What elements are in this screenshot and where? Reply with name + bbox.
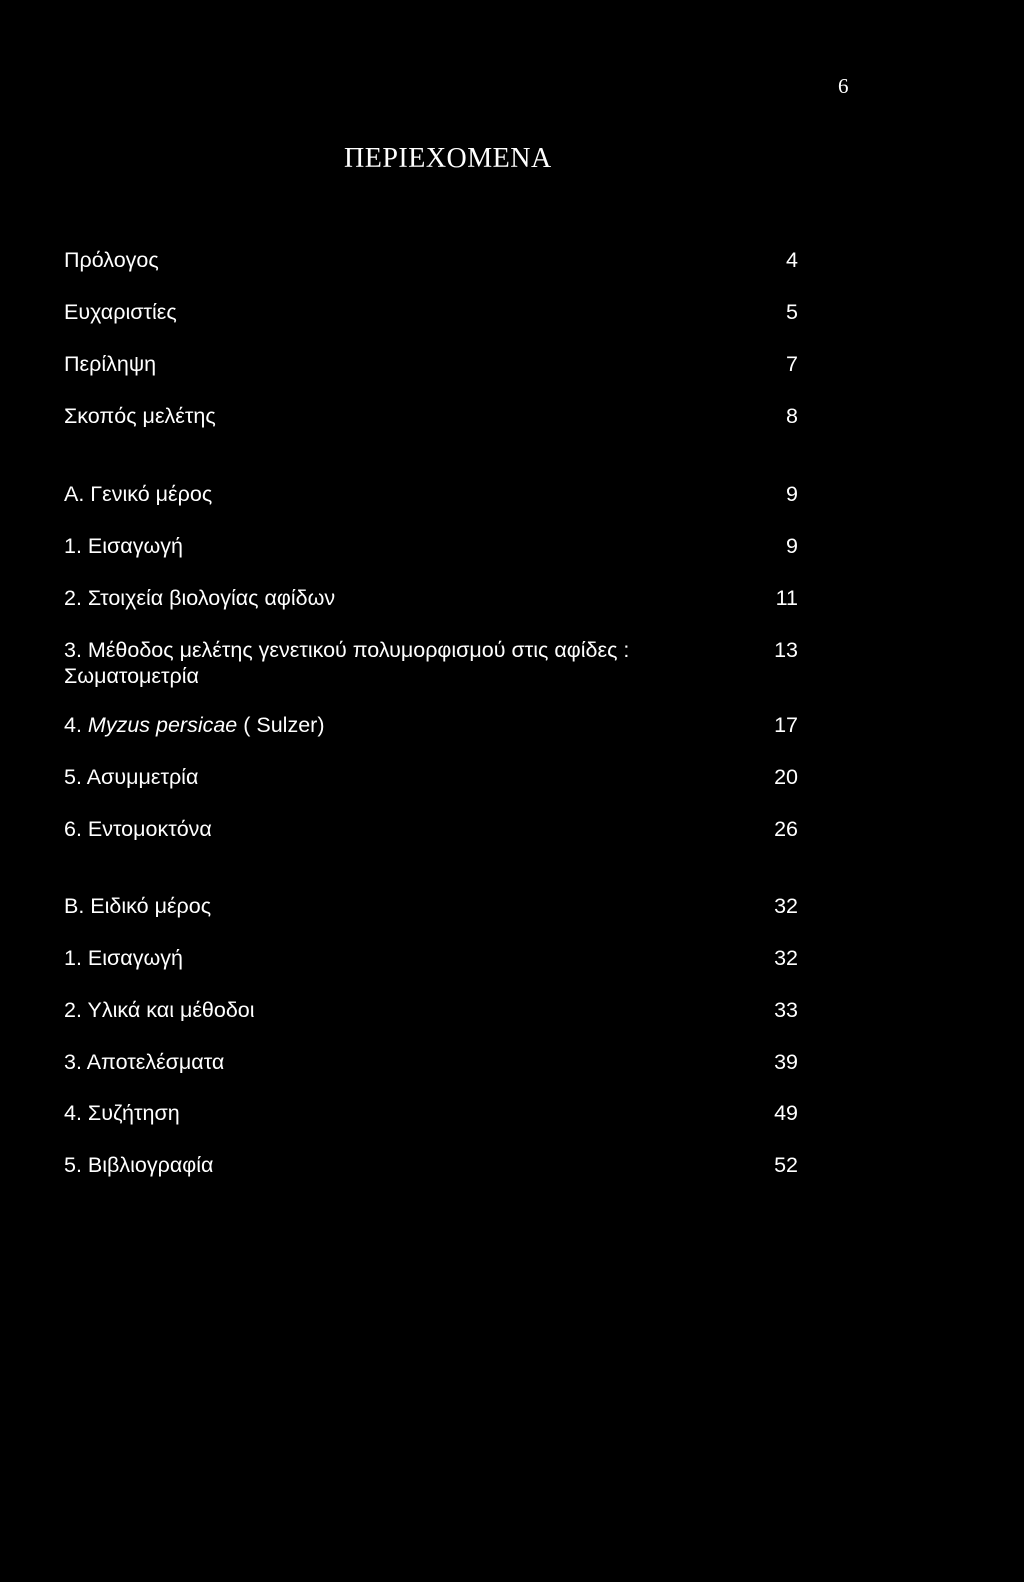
toc-entry-label: 2. Υλικά και μέθοδοι bbox=[64, 998, 255, 1022]
toc-entry-label: 1. Εισαγωγή bbox=[64, 946, 183, 970]
toc-entry-label: 5. Βιβλιογραφία bbox=[64, 1153, 214, 1177]
toc-entry-page: 33 bbox=[774, 998, 798, 1022]
toc-entry-label: 5. Ασυμμετρία bbox=[64, 765, 199, 789]
toc-entry-label: 3. Αποτελέσματα bbox=[64, 1050, 225, 1074]
toc-entry-label-line1: 3. Μέθοδος μελέτης γενετικού πολυμορφισμού στις αφίδες : bbox=[64, 638, 630, 662]
toc-entry-page: 13 bbox=[774, 638, 798, 662]
toc-entry-page: 26 bbox=[774, 817, 798, 841]
toc-entry-page: 8 bbox=[786, 404, 798, 428]
toc-entry-page: 9 bbox=[786, 534, 798, 558]
toc-entry-prefix: 4. bbox=[64, 713, 88, 737]
toc-entry-page: 32 bbox=[774, 946, 798, 970]
page-number: 6 bbox=[838, 74, 849, 98]
toc-entry-page: 17 bbox=[774, 713, 798, 737]
toc-entry-page: 52 bbox=[774, 1153, 798, 1177]
toc-entry-page: 5 bbox=[786, 300, 798, 324]
toc-entry-page: 49 bbox=[774, 1101, 798, 1125]
toc-entry-label: Περίληψη bbox=[64, 352, 157, 376]
toc-entry-page: 7 bbox=[786, 352, 798, 376]
page-title: ΠΕΡΙΕΧΟΜΕΝΑ bbox=[344, 143, 552, 174]
toc-entry-label bbox=[64, 637, 684, 689]
toc-entry-label-line2: Σωματομετρία bbox=[64, 664, 199, 688]
toc-entry-label: 4. Συζήτηση bbox=[64, 1101, 180, 1125]
toc-entry-label: 6. Εντομοκτόνα bbox=[64, 817, 212, 841]
toc-entry-label: 2. Στοιχεία βιολογίας αφίδων bbox=[64, 586, 336, 610]
species-name: Myzus persicae bbox=[87, 713, 238, 737]
toc-entry-page: 39 bbox=[774, 1050, 798, 1074]
toc-entry-suffix: ( Sulzer) bbox=[237, 713, 325, 737]
toc-entry-label: Β. Ειδικό μέρος bbox=[64, 894, 212, 918]
toc-entry-label: Α. Γενικό μέρος bbox=[64, 482, 213, 506]
toc-entry-page: 32 bbox=[774, 894, 798, 918]
toc-entry-page: 20 bbox=[774, 765, 798, 789]
toc-entry-label bbox=[64, 712, 684, 738]
toc-entry-page: 9 bbox=[786, 482, 798, 506]
toc-entry-label: Ευχαριστίες bbox=[64, 300, 177, 324]
toc-entry-page: 11 bbox=[775, 586, 798, 610]
toc-entry-page: 4 bbox=[786, 248, 798, 272]
toc-entry-label: 1. Εισαγωγή bbox=[64, 534, 183, 558]
toc-entry-label: Πρόλογος bbox=[64, 248, 159, 272]
toc-entry-label: Σκοπός μελέτης bbox=[64, 404, 216, 428]
